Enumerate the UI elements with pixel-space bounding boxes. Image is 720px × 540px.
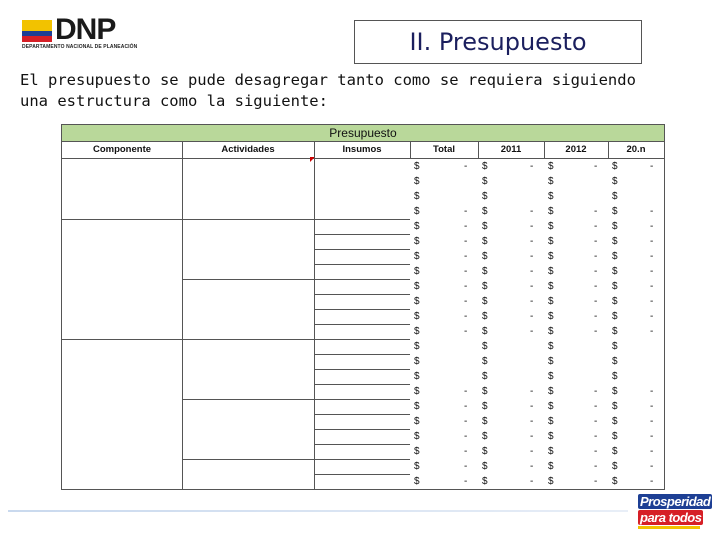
currency-symbol: $ <box>548 251 554 262</box>
insumo-divider <box>314 444 410 445</box>
cell-value: - <box>594 416 598 427</box>
currency-symbol: $ <box>414 176 420 187</box>
column-header-componente: Componente <box>92 144 152 155</box>
cell-value: - <box>594 476 598 487</box>
currency-symbol: $ <box>482 416 488 427</box>
cell-value: - <box>464 296 468 307</box>
budget-table <box>61 124 665 490</box>
cell-value: - <box>464 251 468 262</box>
column-header-insumos: Insumos <box>342 144 382 155</box>
cell-value: - <box>650 251 654 262</box>
slide-title-box <box>354 20 642 64</box>
currency-symbol: $ <box>482 296 488 307</box>
currency-symbol: $ <box>482 461 488 472</box>
currency-symbol: $ <box>482 371 488 382</box>
cell-value: - <box>464 311 468 322</box>
currency-symbol: $ <box>548 206 554 217</box>
cell-value: - <box>594 446 598 457</box>
currency-symbol: $ <box>482 221 488 232</box>
currency-symbol: $ <box>482 266 488 277</box>
header-column-divider <box>314 142 315 159</box>
currency-symbol: $ <box>482 206 488 217</box>
cell-value: - <box>530 386 534 397</box>
insumo-divider <box>314 324 410 325</box>
cell-value: - <box>464 236 468 247</box>
currency-symbol: $ <box>482 281 488 292</box>
insumo-divider <box>314 384 410 385</box>
currency-symbol: $ <box>414 206 420 217</box>
insumo-divider <box>314 369 410 370</box>
cell-value: - <box>594 236 598 247</box>
currency-symbol: $ <box>482 476 488 487</box>
currency-symbol: $ <box>612 221 618 232</box>
cell-value: - <box>594 161 598 172</box>
cell-value: - <box>594 311 598 322</box>
cell-value: - <box>650 236 654 247</box>
currency-symbol: $ <box>482 161 488 172</box>
cell-value: - <box>530 236 534 247</box>
column-header-actividades: Actividades <box>221 144 275 155</box>
currency-symbol: $ <box>414 371 420 382</box>
cell-value: - <box>650 161 654 172</box>
insumo-divider <box>314 399 410 400</box>
currency-symbol: $ <box>548 401 554 412</box>
currency-symbol: $ <box>548 221 554 232</box>
cell-value: - <box>594 206 598 217</box>
currency-symbol: $ <box>548 326 554 337</box>
cell-value: - <box>464 431 468 442</box>
cell-value: - <box>594 401 598 412</box>
cell-value: - <box>464 206 468 217</box>
currency-symbol: $ <box>482 386 488 397</box>
insumo-divider <box>314 429 410 430</box>
currency-symbol: $ <box>612 206 618 217</box>
currency-symbol: $ <box>612 296 618 307</box>
cell-value: - <box>594 461 598 472</box>
component-divider <box>62 219 182 220</box>
intro-paragraph: El presupuesto se pude desagregar tanto como se requiera siguiendo una estructura como la siguiente: <box>20 71 636 110</box>
header-column-divider <box>608 142 609 159</box>
cell-value: - <box>530 446 534 457</box>
header-column-divider <box>544 142 545 159</box>
insumo-divider <box>314 249 410 250</box>
currency-symbol: $ <box>548 266 554 277</box>
cell-value: - <box>530 161 534 172</box>
insumo-divider <box>314 309 410 310</box>
currency-symbol: $ <box>612 251 618 262</box>
currency-symbol: $ <box>612 191 618 202</box>
cell-value: - <box>594 281 598 292</box>
insumo-divider <box>314 339 410 340</box>
currency-symbol: $ <box>612 416 618 427</box>
cell-value: - <box>530 431 534 442</box>
currency-symbol: $ <box>612 341 618 352</box>
footer-logo-line1: Prosperidad <box>640 494 711 509</box>
cell-value: - <box>464 476 468 487</box>
header-column-divider <box>410 142 411 159</box>
cell-value: - <box>530 326 534 337</box>
currency-symbol: $ <box>482 236 488 247</box>
currency-symbol: $ <box>612 401 618 412</box>
activity-divider <box>182 219 314 220</box>
cell-value: - <box>594 431 598 442</box>
table-column-headers <box>62 142 664 159</box>
logo-subtitle: DEPARTAMENTO NACIONAL DE PLANEACIÓN <box>22 44 138 50</box>
cell-value: - <box>464 221 468 232</box>
currency-symbol: $ <box>414 401 420 412</box>
currency-symbol: $ <box>414 416 420 427</box>
currency-symbol: $ <box>548 446 554 457</box>
activity-divider <box>182 399 314 400</box>
currency-symbol: $ <box>414 341 420 352</box>
currency-symbol: $ <box>548 371 554 382</box>
cell-value: - <box>464 401 468 412</box>
dnp-logo <box>22 14 162 54</box>
insumo-divider <box>314 294 410 295</box>
slide-title: II. Presupuesto <box>409 28 587 56</box>
cell-value: - <box>650 461 654 472</box>
cell-value: - <box>650 401 654 412</box>
currency-symbol: $ <box>548 431 554 442</box>
cell-value: - <box>650 326 654 337</box>
insumo-divider <box>314 474 410 475</box>
insumo-divider <box>314 219 410 220</box>
currency-symbol: $ <box>548 161 554 172</box>
currency-symbol: $ <box>414 191 420 202</box>
currency-symbol: $ <box>548 296 554 307</box>
cell-value: - <box>650 206 654 217</box>
cell-value: - <box>594 296 598 307</box>
currency-symbol: $ <box>612 461 618 472</box>
cell-value: - <box>530 281 534 292</box>
currency-symbol: $ <box>414 431 420 442</box>
insumo-divider <box>314 234 410 235</box>
currency-symbol: $ <box>548 281 554 292</box>
currency-symbol: $ <box>612 326 618 337</box>
currency-symbol: $ <box>548 176 554 187</box>
currency-symbol: $ <box>414 281 420 292</box>
currency-symbol: $ <box>414 236 420 247</box>
cell-value: - <box>594 266 598 277</box>
insumo-divider <box>314 264 410 265</box>
cell-value: - <box>530 401 534 412</box>
cell-value: - <box>594 251 598 262</box>
currency-symbol: $ <box>414 446 420 457</box>
currency-symbol: $ <box>548 311 554 322</box>
column-header-2011: 2011 <box>500 144 522 155</box>
currency-symbol: $ <box>612 386 618 397</box>
currency-symbol: $ <box>414 356 420 367</box>
column-header-2012: 2012 <box>565 144 587 155</box>
cell-value: - <box>464 161 468 172</box>
currency-symbol: $ <box>414 296 420 307</box>
cell-value: - <box>530 296 534 307</box>
currency-symbol: $ <box>548 236 554 247</box>
cell-value: - <box>464 461 468 472</box>
currency-symbol: $ <box>414 461 420 472</box>
cell-value: - <box>530 461 534 472</box>
cell-value: - <box>650 446 654 457</box>
currency-symbol: $ <box>414 311 420 322</box>
component-divider <box>62 339 182 340</box>
header-column-divider <box>478 142 479 159</box>
currency-symbol: $ <box>548 416 554 427</box>
currency-symbol: $ <box>548 341 554 352</box>
currency-symbol: $ <box>548 356 554 367</box>
column-header-total: Total <box>433 144 455 155</box>
cell-value: - <box>594 221 598 232</box>
cell-value: - <box>594 386 598 397</box>
cell-value: - <box>530 221 534 232</box>
footer-logo-bar <box>638 526 700 529</box>
prosperidad-para-todos-logo <box>636 492 711 536</box>
currency-symbol: $ <box>548 191 554 202</box>
currency-symbol: $ <box>612 236 618 247</box>
cell-value: - <box>650 416 654 427</box>
cell-value: - <box>464 416 468 427</box>
column-header-20n: 20.n <box>626 144 646 155</box>
currency-symbol: $ <box>414 161 420 172</box>
currency-symbol: $ <box>612 176 618 187</box>
currency-symbol: $ <box>612 356 618 367</box>
cell-value: - <box>530 311 534 322</box>
logo-wordmark: DNP <box>55 13 116 46</box>
cell-value: - <box>464 386 468 397</box>
cell-value: - <box>650 281 654 292</box>
activity-divider <box>182 279 314 280</box>
currency-symbol: $ <box>612 266 618 277</box>
currency-symbol: $ <box>482 251 488 262</box>
currency-symbol: $ <box>612 281 618 292</box>
currency-symbol: $ <box>612 431 618 442</box>
cell-value: - <box>650 476 654 487</box>
cell-value: - <box>530 206 534 217</box>
header-column-divider <box>182 142 183 159</box>
cell-value: - <box>650 386 654 397</box>
currency-symbol: $ <box>612 161 618 172</box>
currency-symbol: $ <box>482 401 488 412</box>
currency-symbol: $ <box>548 461 554 472</box>
body-column-divider <box>182 159 183 489</box>
activity-divider <box>182 339 314 340</box>
colombia-flag-icon <box>22 20 52 42</box>
currency-symbol: $ <box>414 266 420 277</box>
currency-symbol: $ <box>612 476 618 487</box>
activity-divider <box>182 459 314 460</box>
insumo-divider <box>314 414 410 415</box>
cell-value: - <box>650 266 654 277</box>
currency-symbol: $ <box>414 476 420 487</box>
cell-value: - <box>594 326 598 337</box>
currency-symbol: $ <box>612 311 618 322</box>
footer-divider <box>8 510 628 512</box>
currency-symbol: $ <box>414 221 420 232</box>
insumo-divider <box>314 459 410 460</box>
cell-value: - <box>464 446 468 457</box>
footer-logo-line2: para todos <box>640 510 702 525</box>
cell-value: - <box>650 311 654 322</box>
currency-symbol: $ <box>482 341 488 352</box>
currency-symbol: $ <box>482 431 488 442</box>
currency-symbol: $ <box>482 311 488 322</box>
cell-value: - <box>464 266 468 277</box>
insumo-divider <box>314 354 410 355</box>
currency-symbol: $ <box>482 326 488 337</box>
cell-value: - <box>464 281 468 292</box>
cell-value: - <box>650 431 654 442</box>
currency-symbol: $ <box>414 386 420 397</box>
currency-symbol: $ <box>414 326 420 337</box>
cell-value: - <box>530 266 534 277</box>
currency-symbol: $ <box>612 446 618 457</box>
currency-symbol: $ <box>548 476 554 487</box>
currency-symbol: $ <box>482 356 488 367</box>
cell-value: - <box>650 221 654 232</box>
cell-value: - <box>530 416 534 427</box>
cell-value: - <box>464 326 468 337</box>
insumo-divider <box>314 279 410 280</box>
currency-symbol: $ <box>548 386 554 397</box>
currency-symbol: $ <box>482 446 488 457</box>
cell-value: - <box>650 296 654 307</box>
currency-symbol: $ <box>414 251 420 262</box>
currency-symbol: $ <box>482 176 488 187</box>
table-group-header: Presupuesto <box>62 125 664 142</box>
currency-symbol: $ <box>482 191 488 202</box>
cell-value: - <box>530 476 534 487</box>
currency-symbol: $ <box>612 371 618 382</box>
cell-value: - <box>530 251 534 262</box>
